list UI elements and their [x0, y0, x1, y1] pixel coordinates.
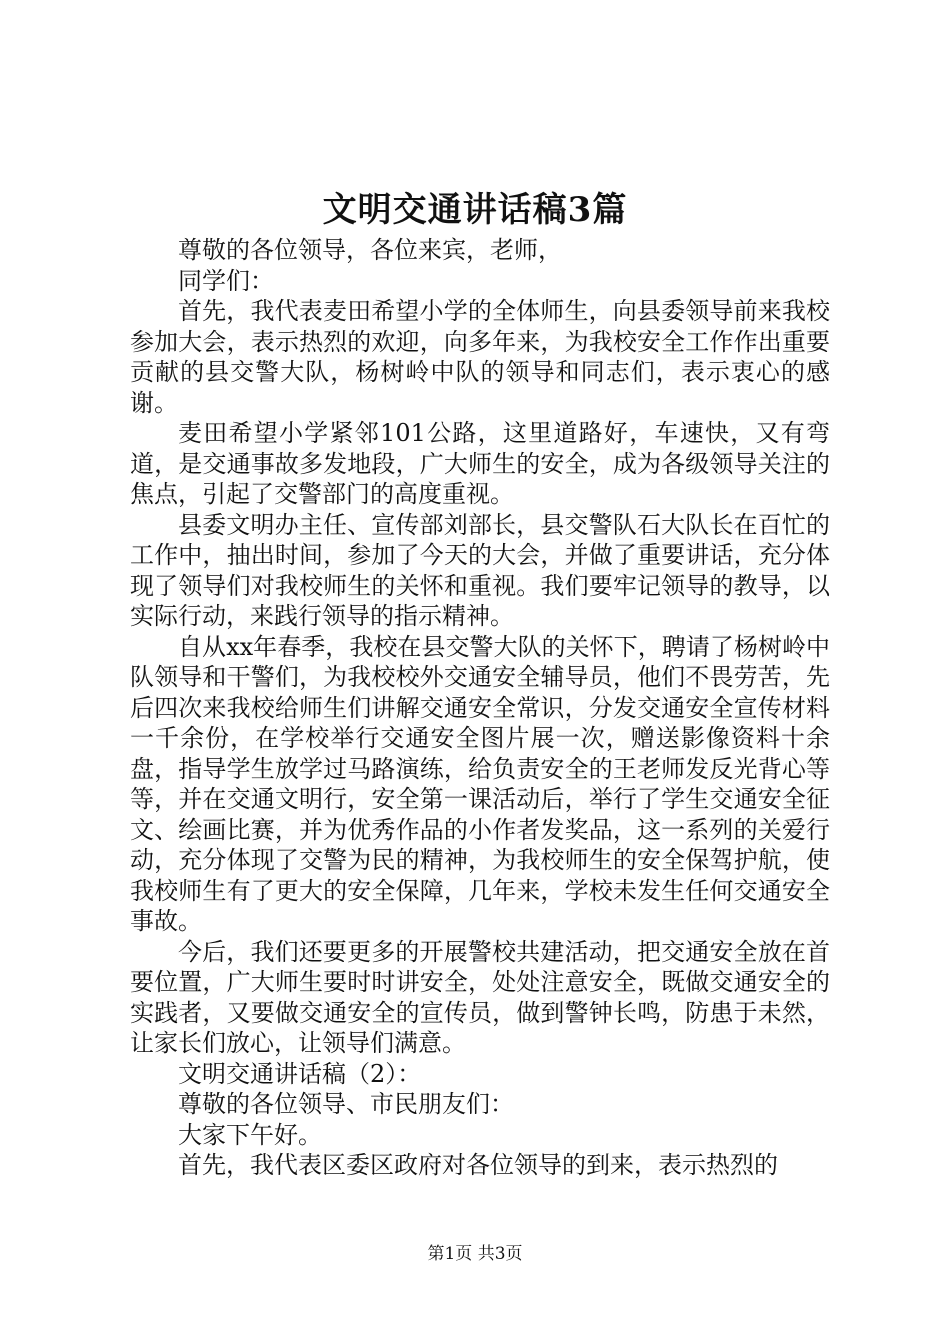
paragraph-salutation-students: 同学们：	[178, 266, 274, 295]
document-title: 文明交通讲话稿3篇	[322, 190, 628, 230]
paragraph: 首先，我代表麦田希望小学的全体师生，向县委领导前来我校参加大会，表示热烈的欢迎，向多年来，为我校安全工作作出重要贡献的县交警大队，杨树岭中队的领导和同志们，表示衷心的感谢。	[130, 297, 830, 417]
paragraph: 县委文明办主任、宣传部刘部长，县交警队石大队长在百忙的工作中，抽出时间，参加了今天的大会，并做了重要讲话，充分体现了领导们对我校师生的关怀和重视。我们要牢记领导的教导，以实际行动，来践行领导的指示精神。	[130, 510, 830, 630]
document-body	[130, 235, 830, 1181]
paragraph: 今后，我们还要更多的开展警校共建活动，把交通安全放在首要位置，广大师生要时时讲安全，处处注意安全，既做交通安全的实践者，又要做交通安全的宣传员，做到警钟长鸣，防患于未然，让家长们放心，让领导们满意。	[130, 937, 830, 1057]
paragraph-greeting: 大家下午好。	[178, 1120, 322, 1149]
page-number-footer: 第1页 共3页	[427, 1244, 523, 1264]
paragraph-salutation: 尊敬的各位领导、市民朋友们：	[178, 1090, 514, 1118]
paragraph-salutation: 尊敬的各位领导，各位来宾，老师，	[178, 236, 562, 264]
paragraph: 自从xx年春季，我校在县交警大队的关怀下，聘请了杨树岭中队领导和干警们，为我校校外交通安全辅导员，他们不畏劳苦，先后四次来我校给师生们讲解交通安全常识，分发交通安全宣传材料一千余份，在学校举行交通安全图片展一次，赠送影像资料十余盘，指导学生放学过马路演练，给负责安全的王老师发反光背心等等，并在交通文明行，安全第一课活动后，举行了学生交通安全征文、绘画比赛，并为优秀作品的小作者发奖品，这一系列的关爱行动，充分体现了交警为民的精神，为我校师生的安全保驾护航，使我校师生有了更大的安全保障，几年来，学校未发生任何交通安全事故。	[130, 632, 830, 935]
paragraph: 麦田希望小学紧邻101公路，这里道路好，车速快，又有弯道，是交通事故多发地段，广大师生的安全，成为各级领导关注的焦点，引起了交警部门的高度重视。	[130, 419, 830, 508]
paragraph: 首先，我代表区委区政府对各位领导的到来，表示热烈的	[178, 1151, 778, 1179]
section-heading: 文明交通讲话稿（2）：	[178, 1059, 422, 1088]
